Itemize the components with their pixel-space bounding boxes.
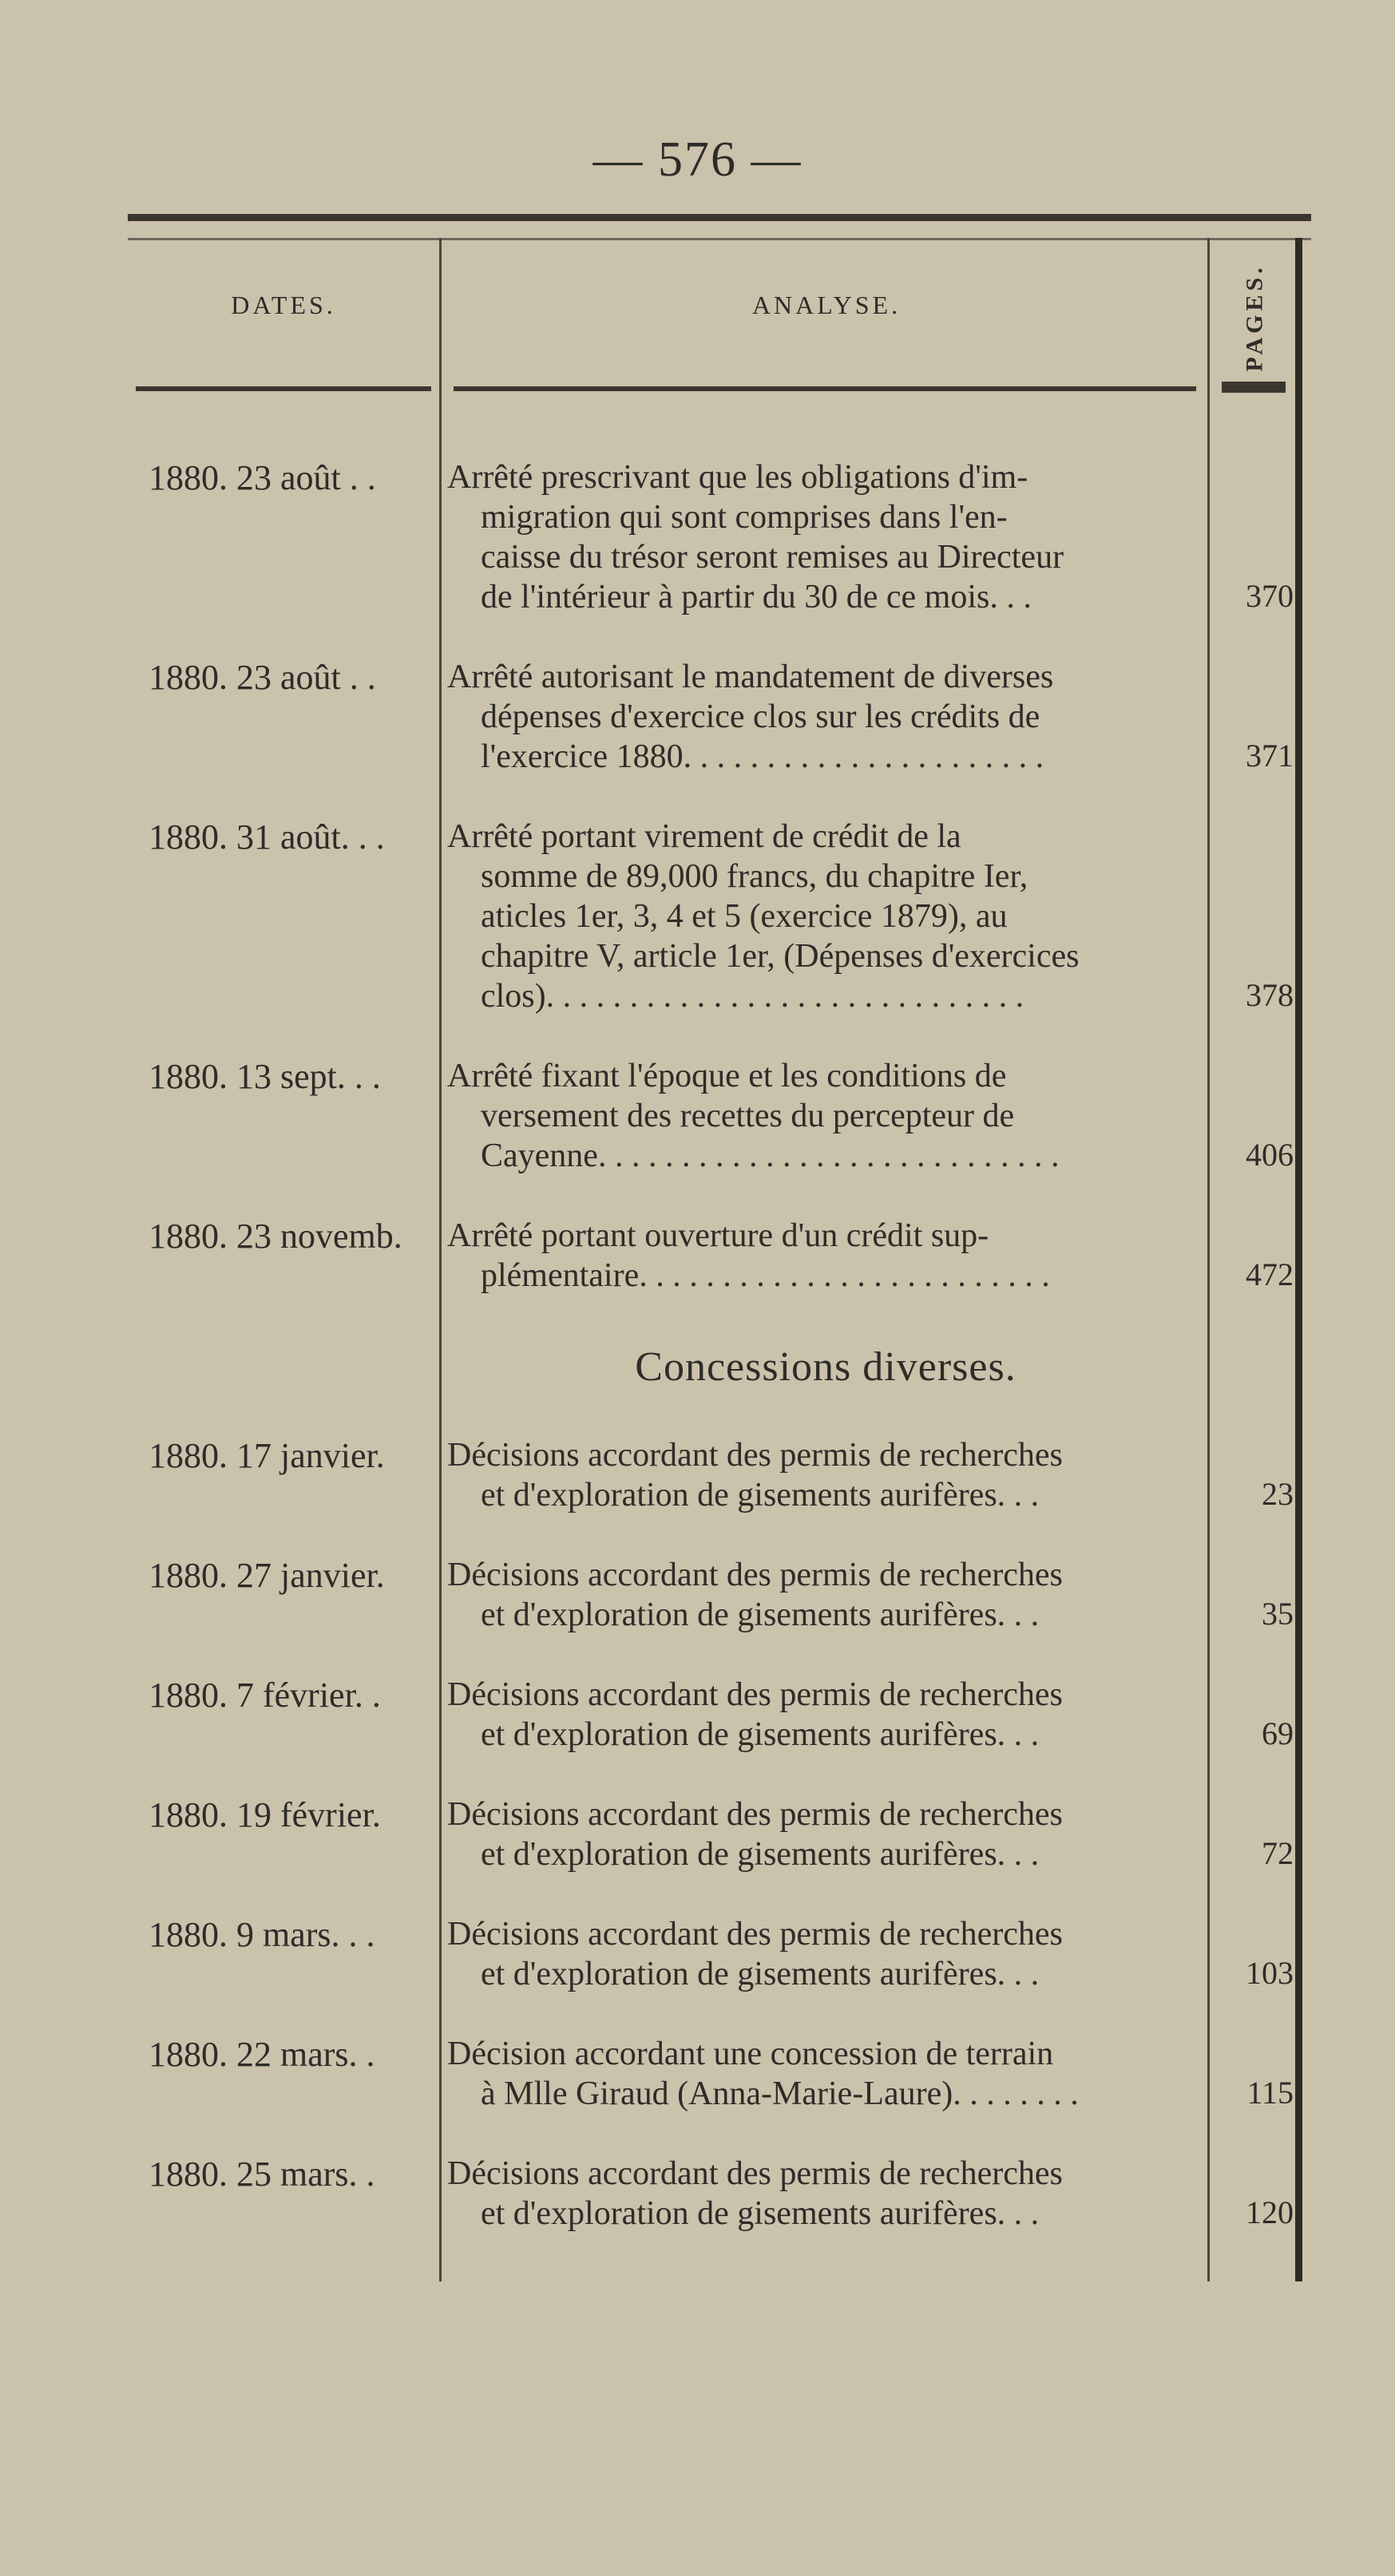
index-table xyxy=(128,214,1311,2281)
entry-page: 103 xyxy=(1246,1955,1294,1991)
section-title: Concessions diverses. xyxy=(635,1344,1017,1390)
entry-page: 23 xyxy=(1262,1476,1294,1512)
entry-analysis: Décisions accordant des permis de recherches et d'exploration de gisements aurifères. . . xyxy=(447,1676,1063,1753)
entry-date: 1880. 31 août. . . xyxy=(149,817,385,857)
entry-page: 72 xyxy=(1262,1835,1294,1871)
entry-date: 1880. 25 mars. . xyxy=(149,2155,375,2194)
entry-analysis: Arrêté fixant l'époque et les conditions de versement des recettes du percepteur de Cayenne. . . . . . . . . . . . . . . . . . . . . . . . . . . . xyxy=(447,1058,1060,1174)
entry-analysis: Décisions accordant des permis de recherches et d'exploration de gisements aurifères. . . xyxy=(447,1796,1063,1873)
header-rule-analysis xyxy=(454,386,1196,391)
entry-page: 120 xyxy=(1246,2194,1294,2230)
entry-page: 69 xyxy=(1262,1715,1294,1751)
entry-analysis: Arrêté portant virement de crédit de la somme de 89,000 francs, du chapitre Ier, aticles 1er, 3, 4 et 5 (exercice 1879), au chapitre V, article 1er, (Dépenses d'exercices clos). . . . . . . . . . . . . . . . . . . . . . . . . . . . . xyxy=(447,818,1080,1015)
entry-analysis: Décisions accordant des permis de recherches et d'exploration de gisements aurifères. . . xyxy=(447,1557,1063,1633)
entry-date: 1880. 23 août . . xyxy=(149,658,376,697)
table-top-rule xyxy=(128,214,1311,221)
pages-column-rule xyxy=(1295,238,1302,2281)
entry-page: 115 xyxy=(1246,2075,1294,2111)
entry-date: 1880. 9 mars. . . xyxy=(149,1915,375,1954)
entry-page: 378 xyxy=(1246,977,1294,1013)
entry-page: 406 xyxy=(1246,1137,1294,1173)
header-rule-pages xyxy=(1222,382,1286,393)
entry-analysis: Décisions accordant des permis de recherches et d'exploration de gisements aurifères. . . xyxy=(447,2155,1063,2232)
entry-date: 1880. 23 août . . xyxy=(149,458,376,497)
entry-date: 1880. 27 janvier. xyxy=(149,1556,385,1595)
header-rule-dates xyxy=(136,386,431,391)
entry-date: 1880. 22 mars. . xyxy=(149,2035,375,2074)
column-divider-pages xyxy=(1207,238,1210,2281)
entry-date: 1880. 7 février. . xyxy=(149,1676,381,1715)
header-analysis: ANALYSE. xyxy=(751,291,902,319)
page-number: — 576 — xyxy=(592,133,803,187)
entry-page: 371 xyxy=(1246,738,1294,774)
entry-page: 370 xyxy=(1246,578,1294,614)
entry-analysis: Décision accordant une concession de terrain à Mlle Giraud (Anna-Marie-Laure). . . . . . . . xyxy=(447,2036,1079,2112)
entry-page: 35 xyxy=(1262,1596,1294,1632)
entry-page: 472 xyxy=(1246,1256,1294,1292)
entry-date: 1880. 17 janvier. xyxy=(149,1436,385,1475)
table-top-rule-thin xyxy=(128,238,1311,240)
entry-analysis: Arrêté autorisant le mandatement de diverses dépenses d'exercice clos sur les crédits de l'exercice 1880. . . . . . . . . . . . . . . . . . . . . . xyxy=(447,659,1054,775)
entry-date: 1880. 13 sept. . . xyxy=(149,1057,381,1096)
entry-date: 1880. 19 février. xyxy=(149,1795,381,1834)
header-pages: PAGES. xyxy=(1242,263,1269,372)
entry-analysis: Arrêté prescrivant que les obligations d'im- migration qui sont comprises dans l'en- caisse du trésor seront remises au Directeur de l'intérieur à partir du 30 de ce mois. . . xyxy=(447,459,1064,615)
entry-analysis: Arrêté portant ouverture d'un crédit sup- plémentaire. . . . . . . . . . . . . . . . . . . . . . . . . xyxy=(447,1217,1050,1294)
entry-analysis: Décisions accordant des permis de recherches et d'exploration de gisements aurifères. . . xyxy=(447,1916,1063,1992)
entry-analysis: Décisions accordant des permis de recherches et d'exploration de gisements aurifères. . . xyxy=(447,1437,1063,1514)
header-dates: DATES. xyxy=(231,291,336,319)
entry-date: 1880. 23 novemb. xyxy=(149,1217,402,1256)
column-divider-dates xyxy=(439,238,442,2281)
